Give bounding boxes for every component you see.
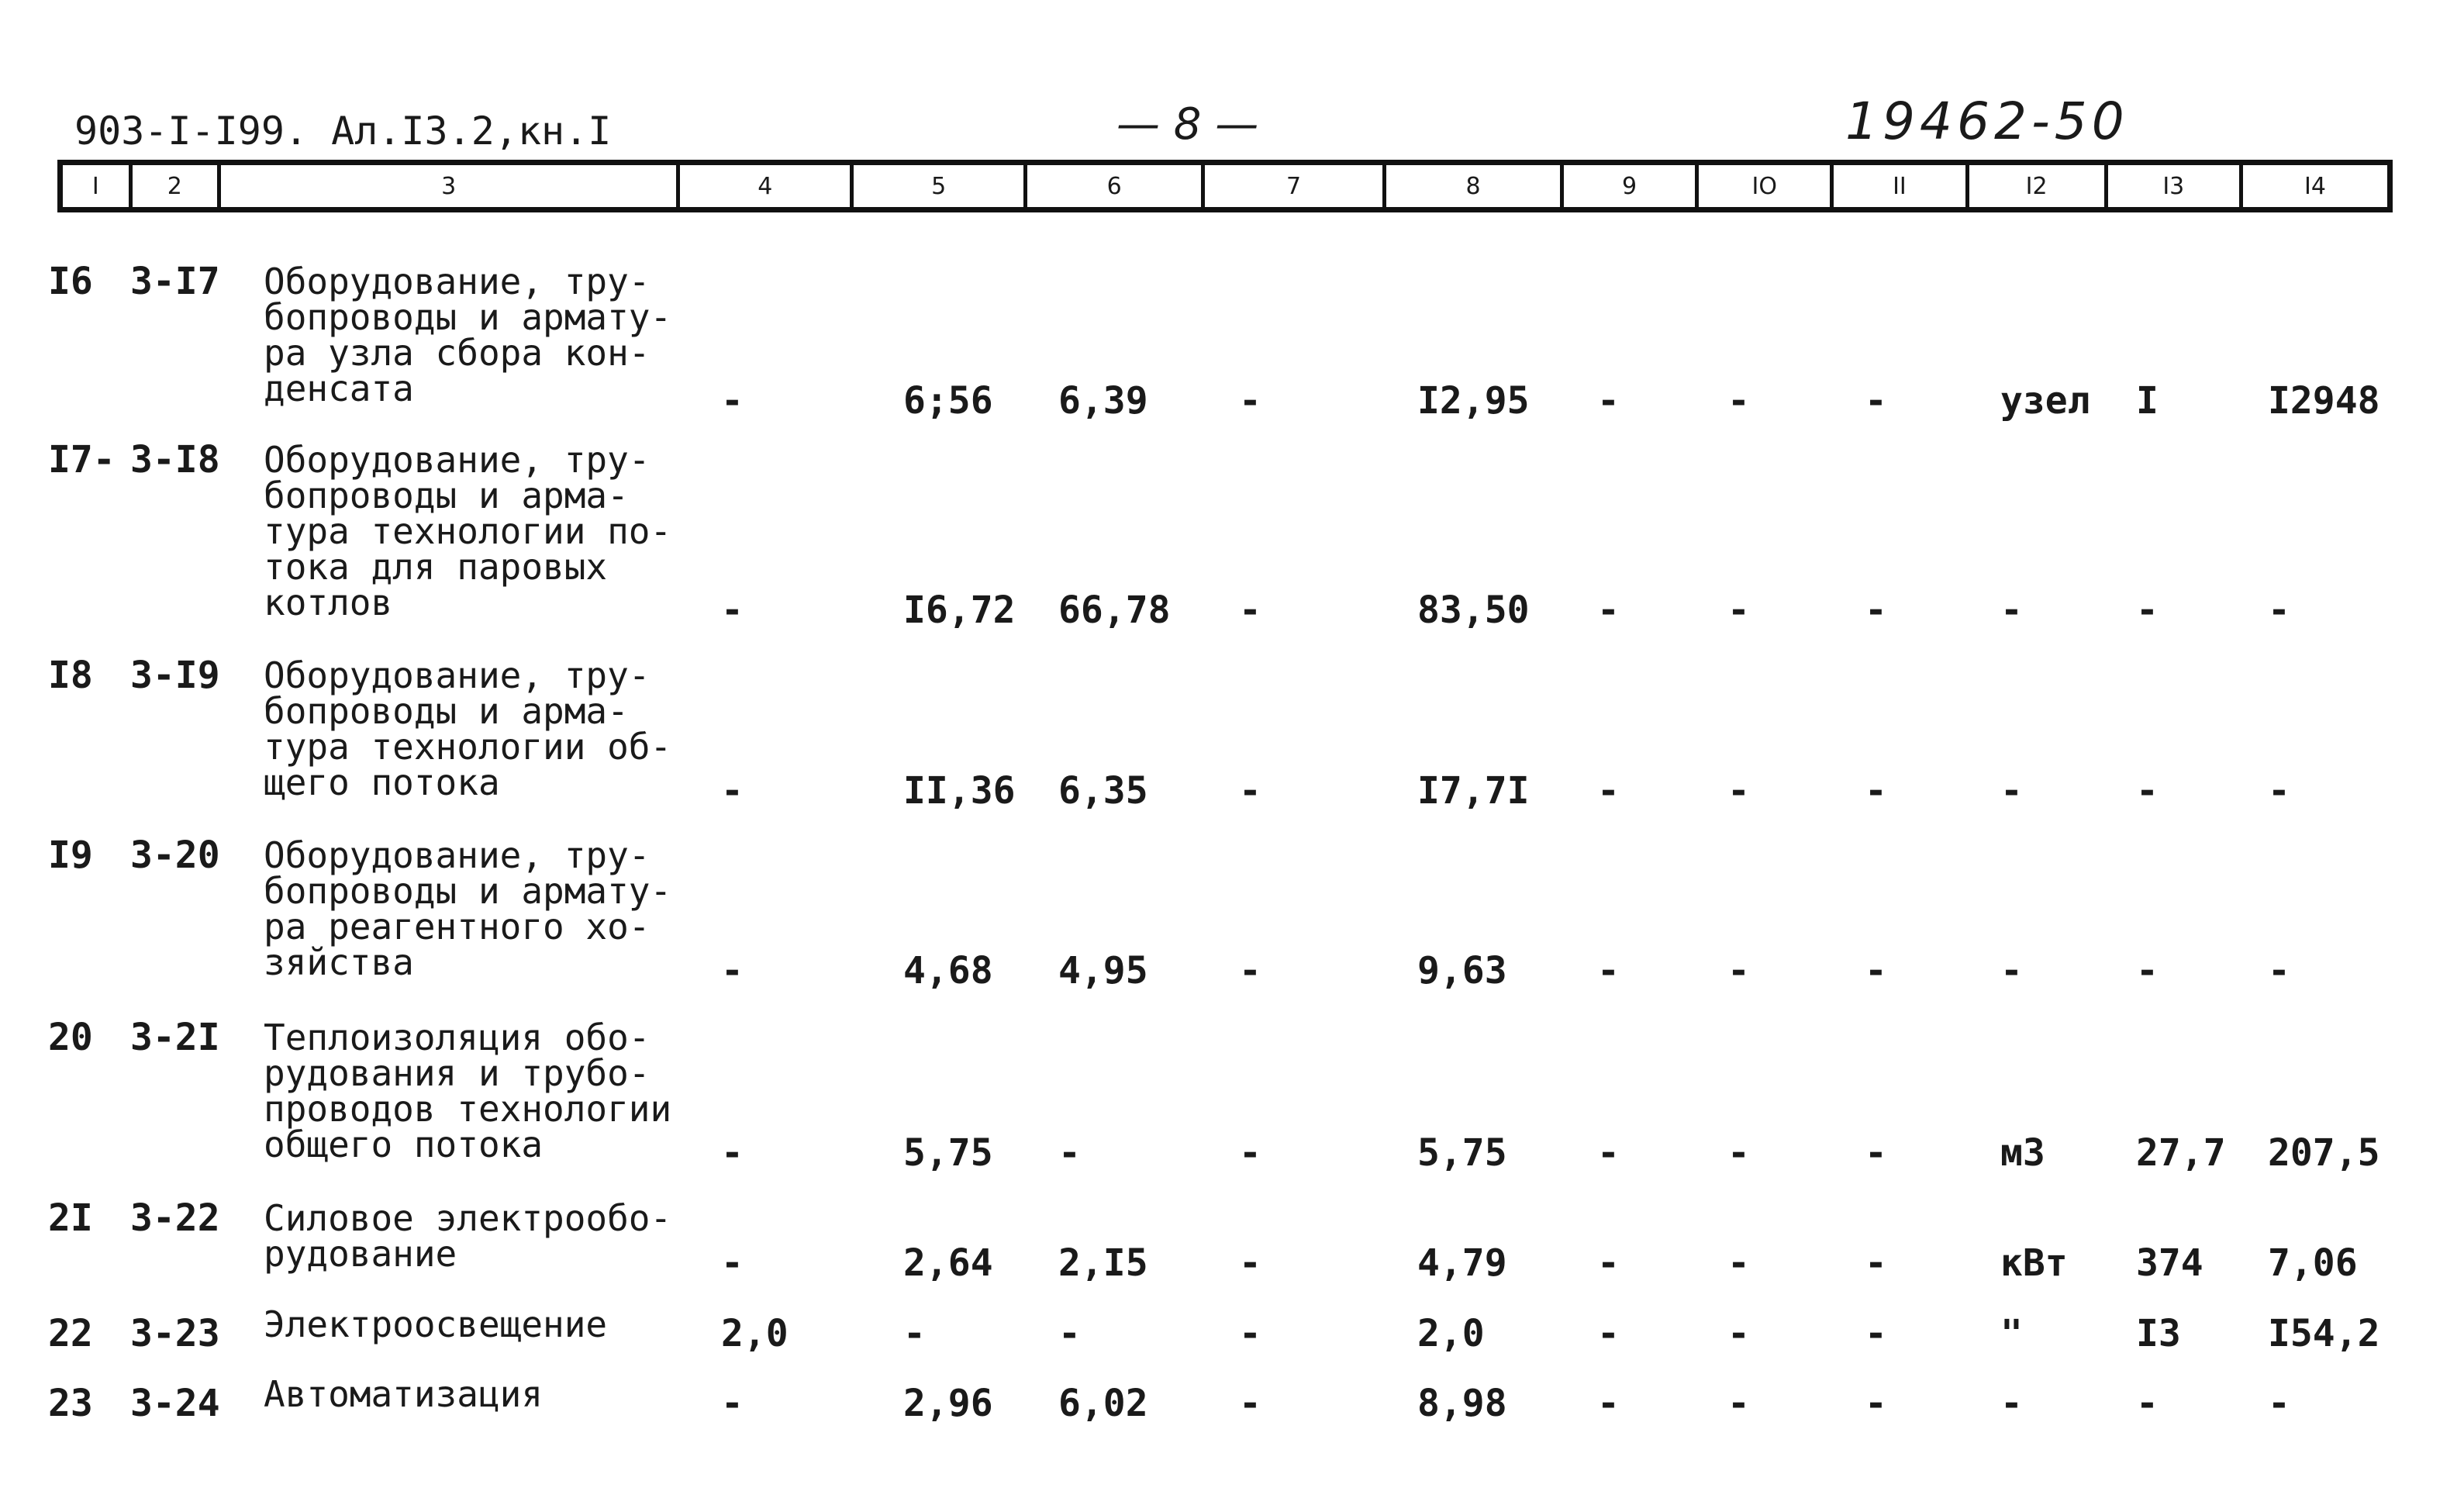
row-code: 3-I9 [130,654,220,697]
value-col-4: - [721,589,744,632]
value-col-9: - [1597,769,1620,813]
value-col-10: - [1727,1131,1750,1175]
value-col-6: 6,39 [1058,379,1148,423]
value-col-10: - [1727,589,1750,632]
value-col-7: - [1239,589,1261,632]
value-col-5: 6;56 [903,379,993,423]
row-description: Оборудование, тру- бопроводы и армату- ра узла сбора кон- денсата [264,261,672,409]
value-col-8: I7,7I [1417,769,1530,813]
column-number-3: 3 [221,165,680,207]
value-col-11: - [1865,379,1887,423]
sheet-number: 19462-50 [1845,91,2129,151]
value-col-7: - [1239,949,1261,992]
value-col-5: 2,64 [903,1241,993,1285]
column-number-11: II [1834,165,1969,207]
row-code: 3-24 [130,1382,220,1425]
value-col-14: 7,06 [2268,1241,2358,1285]
value-col-14: 207,5 [2268,1131,2380,1175]
table-row [0,260,2464,423]
value-col-13: I [2136,379,2159,423]
value-col-8: 8,98 [1417,1382,1507,1425]
column-number-8: 8 [1386,165,1564,207]
row-description: Оборудование, тру- бопроводы и арма- тура технологии об- щего потока [264,654,672,803]
value-col-5: 2,96 [903,1382,993,1425]
value-col-12: кВт [2000,1241,2068,1285]
value-col-13: - [2136,949,2159,992]
value-col-4: - [721,1241,744,1285]
value-col-8: 2,0 [1417,1312,1485,1355]
value-col-14: I2948 [2268,379,2380,423]
value-col-8: I2,95 [1417,379,1530,423]
row-number: 2I [48,1196,93,1240]
row-number: I6 [48,260,93,303]
row-number: I7- [48,438,116,482]
value-col-9: - [1597,1312,1620,1355]
value-col-12: " [2000,1312,2023,1355]
value-col-6: 2,I5 [1058,1241,1148,1285]
value-col-7: - [1239,1241,1261,1285]
row-code: 3-22 [130,1196,220,1240]
row-description: Электроосвещение [264,1303,608,1345]
page-number: — 8 — [1116,99,1259,150]
value-col-5: - [903,1312,926,1355]
value-col-5: II,36 [903,769,1016,813]
value-col-11: - [1865,949,1887,992]
value-col-11: - [1865,1382,1887,1425]
column-number-strip [57,160,2393,212]
column-number-2: 2 [133,165,221,207]
row-code: 3-I7 [130,260,220,303]
value-col-12: узел [2000,379,2090,423]
value-col-14: - [2268,769,2290,813]
row-description: Оборудование, тру- бопроводы и арма- тура технологии по- тока для паровых котлов [264,439,672,623]
value-col-11: - [1865,1241,1887,1285]
value-col-9: - [1597,1241,1620,1285]
value-col-7: - [1239,1382,1261,1425]
value-col-6: - [1058,1131,1081,1175]
value-col-10: - [1727,769,1750,813]
column-number-14: I4 [2304,172,2326,200]
value-col-9: - [1597,1131,1620,1175]
value-col-13: - [2136,769,2159,813]
value-col-11: - [1865,589,1887,632]
row-description: Оборудование, тру- бопроводы и армату- ра реагентного хо- зяйства [264,834,672,983]
row-number: I8 [48,654,93,697]
value-col-4: - [721,1131,744,1175]
value-col-4: 2,0 [721,1312,789,1355]
value-col-9: - [1597,1382,1620,1425]
value-col-6: 6,02 [1058,1382,1148,1425]
value-col-13: I3 [2136,1312,2181,1355]
value-col-5: 4,68 [903,949,993,992]
table-row [0,654,2464,813]
column-number-12: I2 [1969,165,2108,207]
row-code: 3-2I [130,1016,220,1059]
row-number: 20 [48,1016,93,1059]
value-col-13: - [2136,1382,2159,1425]
value-col-5: I6,72 [903,589,1016,632]
column-number-4: 4 [680,165,854,207]
value-col-6: 6,35 [1058,769,1148,813]
value-col-11: - [1865,1312,1887,1355]
value-col-14: I54,2 [2268,1312,2380,1355]
row-description: Силовое электрообо- рудование [264,1197,672,1275]
value-col-13: 27,7 [2136,1131,2226,1175]
row-code: 3-I8 [130,438,220,482]
value-col-4: - [721,769,744,813]
value-col-6: 66,78 [1058,589,1171,632]
value-col-5: 5,75 [903,1131,993,1175]
row-number: I9 [48,834,93,877]
column-number-7: 7 [1205,165,1386,207]
row-code: 3-20 [130,834,220,877]
table-row [0,834,2464,992]
value-col-10: - [1727,949,1750,992]
value-col-12: м3 [2000,1131,2045,1175]
table-row [0,1303,2464,1355]
value-col-11: - [1865,1131,1887,1175]
column-number-1: I [63,165,133,207]
column-number-13: I3 [2108,165,2243,207]
value-col-4: - [721,1382,744,1425]
value-col-4: - [721,379,744,423]
value-col-12: - [2000,949,2023,992]
row-number: 22 [48,1312,93,1355]
value-col-4: - [721,949,744,992]
value-col-10: - [1727,1382,1750,1425]
value-col-7: - [1239,379,1261,423]
value-col-9: - [1597,379,1620,423]
value-col-8: 5,75 [1417,1131,1507,1175]
value-col-10: - [1727,1241,1750,1285]
value-col-10: - [1727,1312,1750,1355]
value-col-14: - [2268,949,2290,992]
table-row [0,438,2464,632]
value-col-12: - [2000,1382,2023,1425]
table-row [0,1373,2464,1425]
value-col-6: 4,95 [1058,949,1148,992]
row-number: 23 [48,1382,93,1425]
value-col-14: - [2268,1382,2290,1425]
value-col-14: - [2268,589,2290,632]
value-col-7: - [1239,1312,1261,1355]
table-row [0,1016,2464,1175]
value-col-8: 4,79 [1417,1241,1507,1285]
column-number-9: 9 [1564,165,1699,207]
value-col-9: - [1597,949,1620,992]
value-col-10: - [1727,379,1750,423]
table-row [0,1196,2464,1285]
value-col-8: 9,63 [1417,949,1507,992]
value-col-9: - [1597,589,1620,632]
value-col-12: - [2000,769,2023,813]
row-description: Автоматизация [264,1373,544,1415]
value-col-8: 83,50 [1417,589,1530,632]
value-col-7: - [1239,1131,1261,1175]
value-col-12: - [2000,589,2023,632]
document-code: 903-I-I99. Ал.I3.2,кн.I [74,109,612,154]
column-number-6: 6 [1027,165,1205,207]
column-number-10: IO [1699,165,1834,207]
row-code: 3-23 [130,1312,220,1355]
value-col-7: - [1239,769,1261,813]
value-col-11: - [1865,769,1887,813]
value-col-6: - [1058,1312,1081,1355]
value-col-13: - [2136,589,2159,632]
row-description: Теплоизоляция обо- рудования и трубо- проводов технологии общего потока [264,1017,672,1165]
column-number-5: 5 [854,165,1027,207]
value-col-13: 374 [2136,1241,2203,1285]
